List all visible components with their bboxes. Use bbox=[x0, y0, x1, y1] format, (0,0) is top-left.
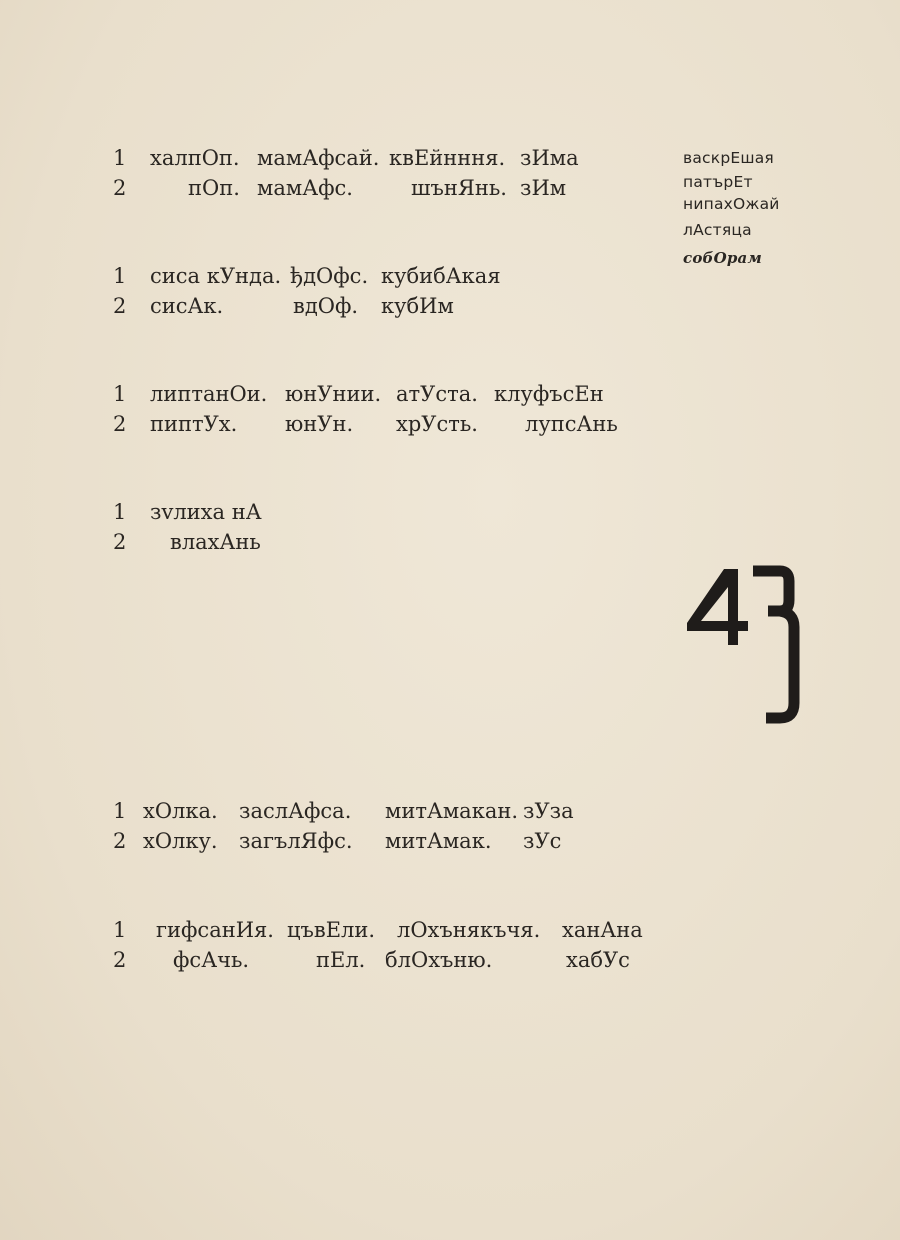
digit-3-shape bbox=[753, 571, 794, 718]
word: митАмакан. bbox=[385, 799, 519, 823]
word: лупсАнь bbox=[525, 412, 618, 436]
word: хОлку. bbox=[143, 829, 218, 853]
word: клуфъсЕн bbox=[494, 382, 604, 406]
word: зvлиха нА bbox=[150, 500, 262, 524]
line-number: 2 bbox=[113, 829, 127, 853]
line-number: 1 bbox=[113, 264, 127, 288]
word: зИм bbox=[520, 176, 567, 200]
word: загълЯфс. bbox=[239, 829, 353, 853]
word: митАмак. bbox=[385, 829, 492, 853]
word: кубибАкая bbox=[381, 264, 501, 288]
page-number bbox=[684, 555, 814, 730]
word: зИма bbox=[520, 146, 579, 170]
word: зУс bbox=[523, 829, 562, 853]
side-word: патърЕт bbox=[683, 173, 753, 191]
word: сисАк. bbox=[150, 294, 224, 318]
side-word: нипахОжай bbox=[683, 195, 780, 213]
line-number: 2 bbox=[113, 294, 127, 318]
word: влахАнь bbox=[170, 530, 261, 554]
word: ханАна bbox=[562, 918, 643, 942]
word: халпОп. bbox=[150, 146, 240, 170]
word: юнУн. bbox=[285, 412, 354, 436]
word: заслАфса. bbox=[239, 799, 352, 823]
word: хрУсть. bbox=[396, 412, 478, 436]
word: пиптУх. bbox=[150, 412, 238, 436]
word: кубИм bbox=[381, 294, 454, 318]
word: квЕйнння. bbox=[389, 146, 506, 170]
line-number: 1 bbox=[113, 500, 127, 524]
line-number: 1 bbox=[113, 382, 127, 406]
word: пЕл. bbox=[316, 948, 366, 972]
word: юнУнии. bbox=[285, 382, 382, 406]
side-word-column bbox=[683, 145, 813, 271]
word: цъвЕли. bbox=[287, 918, 376, 942]
word: блОхъню. bbox=[385, 948, 493, 972]
word: лОхънякъчя. bbox=[397, 918, 541, 942]
word: пОп. bbox=[188, 176, 240, 200]
line-number: 2 bbox=[113, 412, 127, 436]
line-number: 2 bbox=[113, 948, 127, 972]
digit-4-shape bbox=[687, 569, 748, 645]
word: гифсанИя. bbox=[156, 918, 274, 942]
word: сиса кУнда. bbox=[150, 264, 282, 288]
word: вдОф. bbox=[293, 294, 359, 318]
line-number: 2 bbox=[113, 176, 127, 200]
word: шънЯнь. bbox=[411, 176, 507, 200]
word: атУста. bbox=[396, 382, 478, 406]
side-word: лАстяца bbox=[683, 221, 752, 239]
word: хабУс bbox=[566, 948, 630, 972]
word: ђдОфс. bbox=[290, 264, 369, 288]
word: мамАфсай. bbox=[257, 146, 380, 170]
line-number: 1 bbox=[113, 146, 127, 170]
word: хОлка. bbox=[143, 799, 218, 823]
line-number: 1 bbox=[113, 918, 127, 942]
side-word: васкрЕшая bbox=[683, 149, 774, 167]
side-word: собОрам bbox=[683, 249, 762, 267]
word: мамАфс. bbox=[257, 176, 353, 200]
word: зУза bbox=[523, 799, 574, 823]
line-number: 1 bbox=[113, 799, 127, 823]
word: фсАчь. bbox=[173, 948, 250, 972]
page-number-glyphs bbox=[684, 555, 814, 730]
word: липтанОи. bbox=[150, 382, 268, 406]
line-number: 2 bbox=[113, 530, 127, 554]
